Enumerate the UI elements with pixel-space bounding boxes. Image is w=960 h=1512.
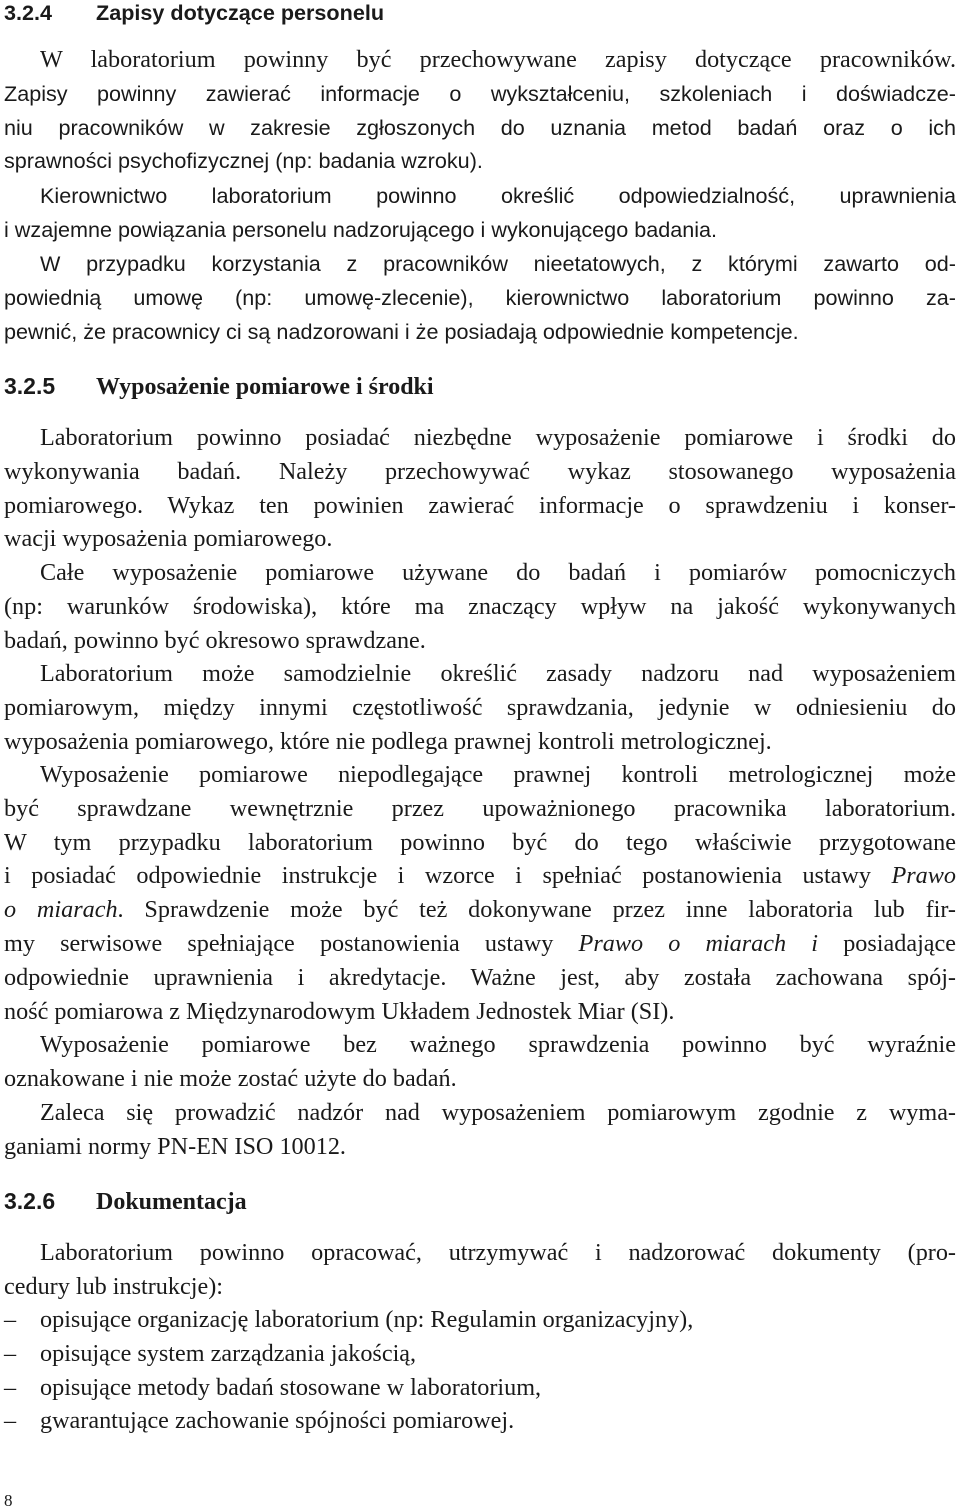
paragraph-non-staff-workers: W przypadku korzystania z pracowników nieetatowych, z którymi zawarto od- powiednią umowę (np: umowę-zlecenie), kierownictwo laboratorium powinno za- pewnić, że pracownicy ci są nadzorowani i że posiadają odpowiednie kompetencje. <box>4 251 956 344</box>
paragraph-iso-10012: Zaleca się prowadzić nadzór nad wyposażeniem pomiarowym zgodnie z wyma- ganiami normy PN-EN ISO 10012. <box>4 1099 956 1160</box>
dash-marker: – <box>4 1306 17 1333</box>
paragraph-internal-checks: Wyposażenie pomiarowe niepodlegające prawnej kontroli metrologicznej może być sprawdzane wewnętrznie przez upoważnionego pracownika laboratorium. W tym przypadku laboratorium powinno być do tego właściwie przygotowane i posiadać odpowiednie instrukcje i wzorce i spełniać postanowienia ustawy Prawo o miarach. Sprawdzenie może być też dokonywane przez inne laboratoria lub fir- my serwisowe spełniające postanowienia ustawy Prawo o miarach i posiadające odpowiednie uprawnienia i akredytacje. Ważne jest, aby została zachowana spój- ność pomiarowa z Międzynarodowym Układem Jednostek Miar (SI). <box>4 761 956 1025</box>
paragraph-periodic-checks: Całe wyposażenie pomiarowe używane do badań i pomiarów pomocniczych (np: warunków środowiska), które ma znaczący wpływ na jakość wykonywanych badań, powinno być okresowo sprawdzane. <box>4 559 956 654</box>
line-with-italic-act-name: o miarach. Sprawdzenie może być też dokonywane przez inne laboratoria lub fir- <box>4 896 956 924</box>
paragraph-marking-unchecked: Wyposażenie pomiarowe bez ważnego sprawdzenia powinno być wyraźnie oznakowane i nie może zostać użyte do badań. <box>4 1031 956 1092</box>
documents-list <box>4 1303 956 1438</box>
dash-marker: – <box>4 1407 17 1435</box>
paragraph-documentation: Laboratorium powinno opracować, utrzymywać i nadzorować dokumenty (pro- cedury lub instrukcje): <box>4 1239 956 1300</box>
paragraph-management-responsibility: Kierownictwo laboratorium powinno określić odpowiedzialność, uprawnienia i wzajemne powiązania personelu nadzorującego i wykonującego badania. <box>4 183 956 242</box>
line-with-italic-act-name: my serwisowe spełniające postanowienia ustawy Prawo o miarach i posiadające <box>4 929 956 957</box>
list-item: – gwarantujące zachowanie spójności pomiarowej. <box>4 1404 956 1438</box>
line-with-italic-act-name: i posiadać odpowiednie instrukcje i wzorce i spełniać postanowienia ustawy Prawo <box>4 862 956 890</box>
paragraph-equipment-requirements: Laboratorium powinno posiadać niezbędne wyposażenie pomiarowe i środki do wykonywania badań. Należy przechowywać wykaz stosowanego wyposażenia pomiarowego. Wykaz ten powinien zawierać informacje o sprawdzeniu i konser- wacji wyposażenia pomiarowego. <box>4 424 956 553</box>
dash-marker: – <box>4 1373 17 1401</box>
dash-marker: – <box>4 1339 17 1367</box>
list-item: – opisujące metody badań stosowane w laboratorium, <box>4 1371 956 1405</box>
page-number: 8 <box>4 1491 13 1510</box>
italic-act-name: o miarach <box>4 896 118 924</box>
italic-act-name: Prawo <box>891 862 956 890</box>
paragraph-supervision-rules: Laboratorium może samodzielnie określić zasady nadzoru nad wyposażeniem pomiarowym, między innymi częstotliwość sprawdzania, jedynie w odniesieniu do wyposażenia pomiarowego, które nie podlega prawnej kontroli metrologicznej. <box>4 660 956 755</box>
list-item: – opisujące organizację laboratorium (np: Regulamin organizacyjny), <box>4 1303 956 1337</box>
section-heading-3-2-6: 3.2.6 Dokumentacja <box>4 1188 247 1215</box>
section-heading-3-2-5: 3.2.5 Wyposażenie pomiarowe i środki <box>4 373 434 400</box>
paragraph-personnel-records: W laboratorium powinny być przechowywane zapisy dotyczące pracowników. Zapisy powinny zawierać informacje o wykształceniu, szkoleniach i doświadcze- niu pracowników w zakresie zgłoszonych do uznania metod badań oraz o ich sprawności psychofizycznej (np: badania wzroku). <box>4 46 956 174</box>
section-heading-3-2-4: 3.2.4 Zapisy dotyczące personelu <box>4 0 385 25</box>
italic-act-name: Prawo o miarach i <box>578 929 819 957</box>
list-item: – opisujące system zarządzania jakością, <box>4 1337 956 1371</box>
